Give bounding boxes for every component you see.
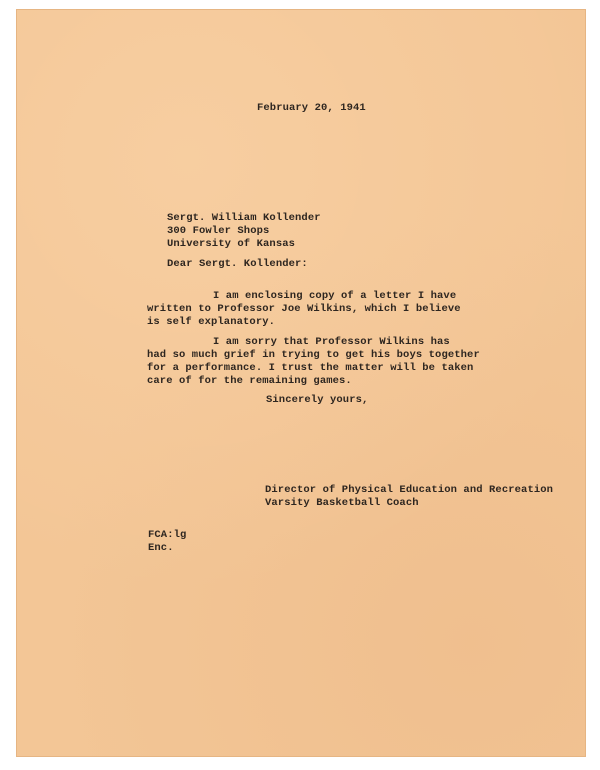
paragraph-2-line-2: had so much grief in trying to get his boys together xyxy=(147,349,480,361)
closing: Sincerely yours, xyxy=(266,394,369,406)
paragraph-1-line-3: is self explanatory. xyxy=(147,316,276,328)
letter-page xyxy=(17,10,585,756)
signature-block xyxy=(265,484,553,510)
recipient-address-line-1: 300 Fowler Shops xyxy=(167,225,270,237)
paragraph-2-line-3: for a performance. I trust the matter will be taken xyxy=(147,362,474,374)
signature-title-line-1: Director of Physical Education and Recreation xyxy=(265,484,554,496)
letter-date: February 20, 1941 xyxy=(257,102,366,114)
recipient-address xyxy=(167,212,321,251)
enclosure-note: Enc. xyxy=(148,542,174,554)
paragraph-1-line-2: written to Professor Joe Wilkins, which I believe xyxy=(147,303,461,315)
paragraph-1-line-1: I am enclosing copy of a letter I have xyxy=(213,290,457,302)
paragraph-2-line-4: care of for the remaining games. xyxy=(147,375,352,387)
body-paragraph-2 xyxy=(147,336,480,388)
reference-initials: FCA:lg xyxy=(148,529,187,541)
salutation: Dear Sergt. Kollender: xyxy=(167,258,308,270)
paragraph-2-line-1: I am sorry that Professor Wilkins has xyxy=(213,336,450,348)
recipient-name: Sergt. William Kollender xyxy=(167,212,321,224)
body-paragraph-1 xyxy=(147,290,461,329)
reference-block xyxy=(148,529,186,555)
recipient-address-line-2: University of Kansas xyxy=(167,238,296,250)
signature-title-line-2: Varsity Basketball Coach xyxy=(265,497,419,509)
